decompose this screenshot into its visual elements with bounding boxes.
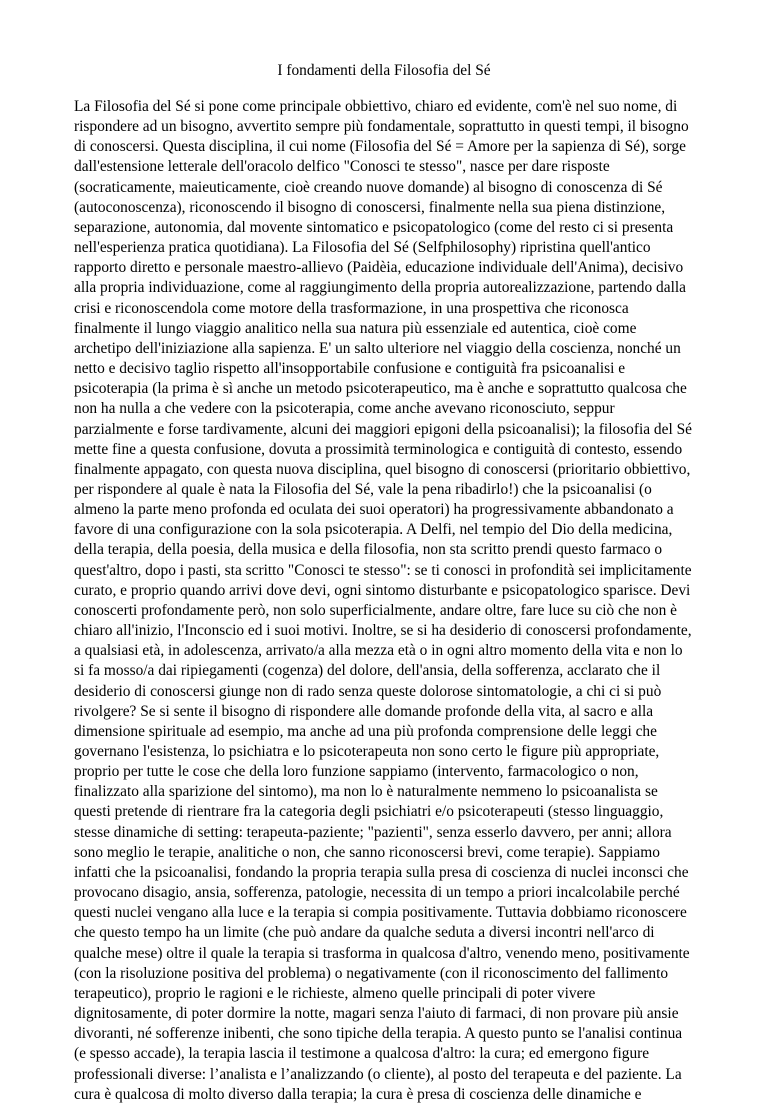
document-title: I fondamenti della Filosofia del Sé	[277, 62, 491, 79]
body-text-line: netto e decisivo taglio rispetto all'insopportabile confusione e contiguità fra psicoanalisi e	[74, 360, 626, 378]
body-text-line: (con la risoluzione positiva del problema) o negativamente (con il riconoscimento del fallimento	[74, 964, 669, 982]
body-text-line: questi pretende di rientrare fra la categoria degli psichiatri e/o psicoterapeuti (stesso linguaggio,	[74, 803, 664, 821]
body-text-line: favore di una configurazione con la sola psicoterapia. A Delfi, nel tempio del Dio della medicina,	[74, 521, 673, 539]
body-text-line: parzialmente e forse tardivamente, alcuni dei maggiori epigoni della psicoanalisi); la filosofia del Sé	[74, 420, 692, 438]
body-text-line: terapeutico), proprio le ragioni e le richieste, almeno quelle principali di poter vivere	[74, 984, 596, 1002]
body-text-line: infatti che la psicoanalisi, fondando la propria terapia sulla presa di coscienza di nuclei inconsci che	[74, 863, 689, 881]
body-text-line: quest'altro, dopo i pasti, sta scritto "Conosci te stesso": se ti conosci in profondità sei implicitamente	[74, 561, 692, 579]
body-text-line: chiaro all'inizio, l'Inconscio ed i suoi motivi. Inoltre, se si ha desiderio di conoscersi profondamente,	[74, 622, 692, 640]
body-text-line: stesse dinamiche di setting: terapeuta-paziente; "pazienti", senza esserlo davvero, per anni; allora	[74, 823, 672, 841]
body-text-line: mette fine a questa confusione, dovuta a prossimità terminologica e contiguità di contesto, essendo	[74, 440, 683, 458]
body-text-line: questi nuclei vengano alla luce e la terapia si compia positivamente. Tuttavia dobbiamo riconoscere	[74, 904, 687, 922]
body-text-line: proprio per tutte le cose che della loro funzione sappiamo (intervento, farmacologico o non,	[74, 763, 639, 781]
body-text-line: qualche mese) oltre il quale la terapia si trasforma in qualcosa d'altro, venendo meno, positivamente	[74, 944, 690, 962]
body-text-line: rivolgere? Se si sente il bisogno di rispondere alle domande profonde della vita, al sacro e alla	[74, 702, 654, 720]
body-text-line: che questo tempo ha un limite (che può andare da qualche seduta a diversi incontri nell'arco di	[74, 924, 655, 942]
body-text-line: (autoconoscenza), riconoscendo il bisogno di conoscersi, finalmente nella sua piena distinzione,	[74, 198, 666, 216]
body-text-line: nell'esperienza pratica quotidiana). La Filosofia del Sé (Selfphilosophy) ripristina quell'antico	[74, 239, 651, 257]
body-text-line: separazione, autonomia, dal movente sintomatico e psicopatologico (come del resto ci si presenta	[74, 218, 674, 236]
body-text-line: si fa mosso/a dai ripiegamenti (cogenza) del dolore, dell'ansia, della sofferenza, acclarato che il	[74, 662, 661, 680]
body-text-line: (socraticamente, maieuticamente, cioè creando nuove domande) al bisogno di conoscenza di Sé	[74, 178, 663, 196]
body-text-line: non ha nulla a che vedere con la psicoterapia, come anche avevano riconosciuto, seppur	[74, 400, 615, 418]
body-text-line: della terapia, della poesia, della musica e della filosofia, non sta scritto prendi questo farmaco o	[74, 541, 663, 559]
body-text-line: governano l'esistenza, lo psichiatra e lo psicoterapeuta non sono certo le figure più appropriate,	[74, 743, 660, 760]
document-body	[74, 97, 700, 1105]
body-text-line: finalizzato alla sparizione del sintomo), ma non lo è naturalmente nemmeno lo psicoanalista se	[74, 783, 658, 801]
body-text-line: psicoterapia (la prima è sì anche un metodo psicoterapeutico, ma è anche e soprattutto qualcosa che	[74, 380, 687, 398]
body-text-line: desiderio di conoscersi giunge non di rado senza queste dolorose sintomatologie, a chi ci si può	[74, 682, 662, 700]
body-text-line: crisi e riconoscendola come motore della trasformazione, in una prospettiva che riconosca	[74, 299, 629, 317]
body-text-line: (e spesso accade), la terapia lascia il testimone a qualcosa d'altro: la cura; ed emergono figure	[74, 1045, 650, 1063]
body-text-line: finalmente il lungo viaggio analitico nella sua natura più essenziale ed autentica, cioè come	[74, 319, 637, 337]
body-text-line: professionali diverse: l’analista e l’analizzando (o cliente), al posto del terapeuta e del paziente. La	[74, 1065, 682, 1083]
body-text-line: divoranti, né sofferenze inibenti, che sono tipiche della terapia. A questo punto se l'analisi continua	[74, 1025, 683, 1043]
body-text-line: provocano disagio, ansia, sofferenza, patologie, necessita di un tempo a priori incalcolabile perché	[74, 884, 680, 902]
body-text-line: dignitosamente, di poter dormire la notte, magari senza l'aiuto di farmaci, di non provare più ansie	[74, 1005, 679, 1023]
body-text-line: archetipo dell'iniziazione alla sapienza. E' un salto ulteriore nel viaggio della coscienza, nonché un	[74, 339, 681, 357]
body-text-line: dall'estensione letterale dell'oracolo delfico "Conosci te stesso", nasce per dare risposte	[74, 158, 610, 176]
body-text-line: per rispondere al quale è nata la Filosofia del Sé, vale la pena ribadirlo!) che la psicoanalisi (o	[74, 480, 652, 498]
body-text-line: finalmente appagato, con questa nuova disciplina, quel bisogno di conoscersi (prioritario obbiettivo,	[74, 460, 691, 478]
body-text-line: sono meglio le terapie, analitiche o non, che sanno riconoscersi brevi, come terapie). Sappiamo	[74, 843, 660, 861]
body-text-line: cura è qualcosa di molto diverso dalla terapia; la cura è presa di coscienza delle dinamiche e	[74, 1085, 642, 1103]
body-text-line: di conoscersi. Questa disciplina, il cui nome (Filosofia del Sé = Amore per la sapienza di Sé), sorge	[74, 138, 686, 156]
body-text-line: La Filosofia del Sé si pone come principale obbiettivo, chiaro ed evidente, com'è nel suo nome, di	[74, 98, 678, 115]
body-text-line: almeno la parte meno profonda ed oculata dei suoi operatori) ha progressivamente abbandonato a	[74, 501, 674, 519]
body-text-line: rispondere ad un bisogno, avvertito sempre più fondamentale, soprattutto in questi tempi, il bisogno	[74, 118, 689, 136]
body-text-line: alla propria individuazione, come al raggiungimento della propria autorealizzazione, partendo dalla	[74, 279, 686, 297]
body-text-line: curato, e proprio quando arrivi dove devi, ogni sintomo disturbante e psicopatologico sparisce. Devi	[74, 581, 691, 599]
body-text-line: rapporto diretto e personale maestro-allievo (Paidèia, educazione individuale dell'Anima), decisivo	[74, 259, 684, 277]
body-text-line: a qualsiasi età, in adolescenza, arrivato/a alla mezza età o in ogni altro momento della vita e non lo	[74, 642, 683, 660]
body-text-line: conoscerti profondamente però, non solo superficialmente, andare oltre, fare luce su ciò che non è	[74, 601, 677, 619]
body-text-line: dimensione spirituale ad esempio, ma anche ad una più profonda comprensione delle leggi che	[74, 722, 657, 740]
